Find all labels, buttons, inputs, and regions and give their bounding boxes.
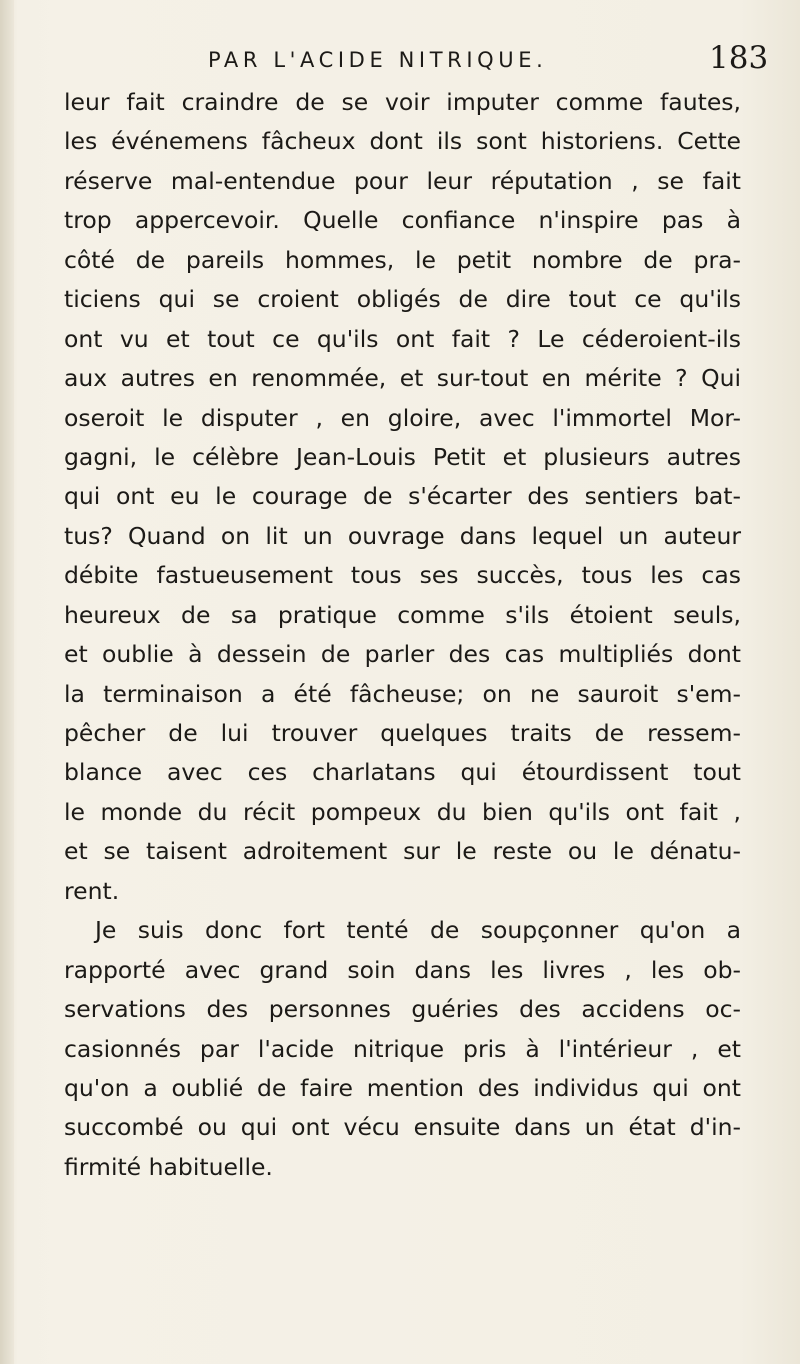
text-line: Je suis donc fort tenté de soupçonner qu'on a [95,916,741,945]
text-line: casionnés par l'acide nitrique pris à l'intérieur , et [64,1034,741,1063]
text-line: le monde du récit pompeux du bien qu'ils ont fait , [64,797,741,826]
text-line: rapporté avec grand soin dans les livres , les ob- [64,955,741,984]
text-line: les événemens fâcheux dont ils sont historiens. Cette [64,127,741,156]
text-line: côté de pareils hommes, le petit nombre de pra- [64,245,741,274]
text-line: ticiens qui se croient obligés de dire tout ce qu'ils [64,285,741,314]
text-line: qu'on a oublié de faire mention des individus qui ont [64,1073,741,1102]
text-line: réserve mal-entendue pour leur réputation , se fait [64,166,741,195]
text-line: la terminaison a été fâcheuse; on ne sauroit s'em- [64,679,741,708]
text-line: aux autres en renommée, et sur-tout en mérite ? Qui [64,364,741,393]
text-line: débite fastueusement tous ses succès, tous les cas [64,561,741,590]
text-line: blance avec ces charlatans qui étourdissent tout [64,758,741,787]
text-line: rent. [64,876,120,905]
text-line: et oublie à dessein de parler des cas multipliés dont [64,640,741,669]
text-line: gagni, le célèbre Jean-Louis Petit et plusieurs autres [64,442,741,471]
page-number: 183 [709,40,769,76]
text-line: ont vu et tout ce qu'ils ont fait ? Le céderoient-ils [64,324,741,353]
text-line: qui ont eu le courage de s'écarter des sentiers bat- [64,482,741,511]
text-line: oseroit le disputer , en gloire, avec l'immortel Mor- [64,403,741,432]
page-gutter [0,0,14,1364]
text-line: leur fait craindre de se voir imputer comme fautes, [64,88,741,116]
text-line: trop appercevoir. Quelle confiance n'inspire pas à [64,206,741,235]
text-line: succombé ou qui ont vécu ensuite dans un état d'in- [64,1113,741,1142]
text-line: firmité habituelle. [64,1152,273,1181]
text-line: tus? Quand on lit un ouvrage dans lequel un auteur [64,521,741,550]
text-line: heureux de sa pratique comme s'ils étoient seuls, [64,600,741,629]
text-line: pêcher de lui trouver quelques traits de ressem- [64,719,741,747]
text-line: servations des personnes guéries des accidens oc- [64,995,741,1024]
body-text [64,83,741,1187]
running-head: PAR L'ACIDE NITRIQUE. [208,48,548,72]
text-line: et se taisent adroitement sur le reste ou le dénatu- [64,837,741,866]
